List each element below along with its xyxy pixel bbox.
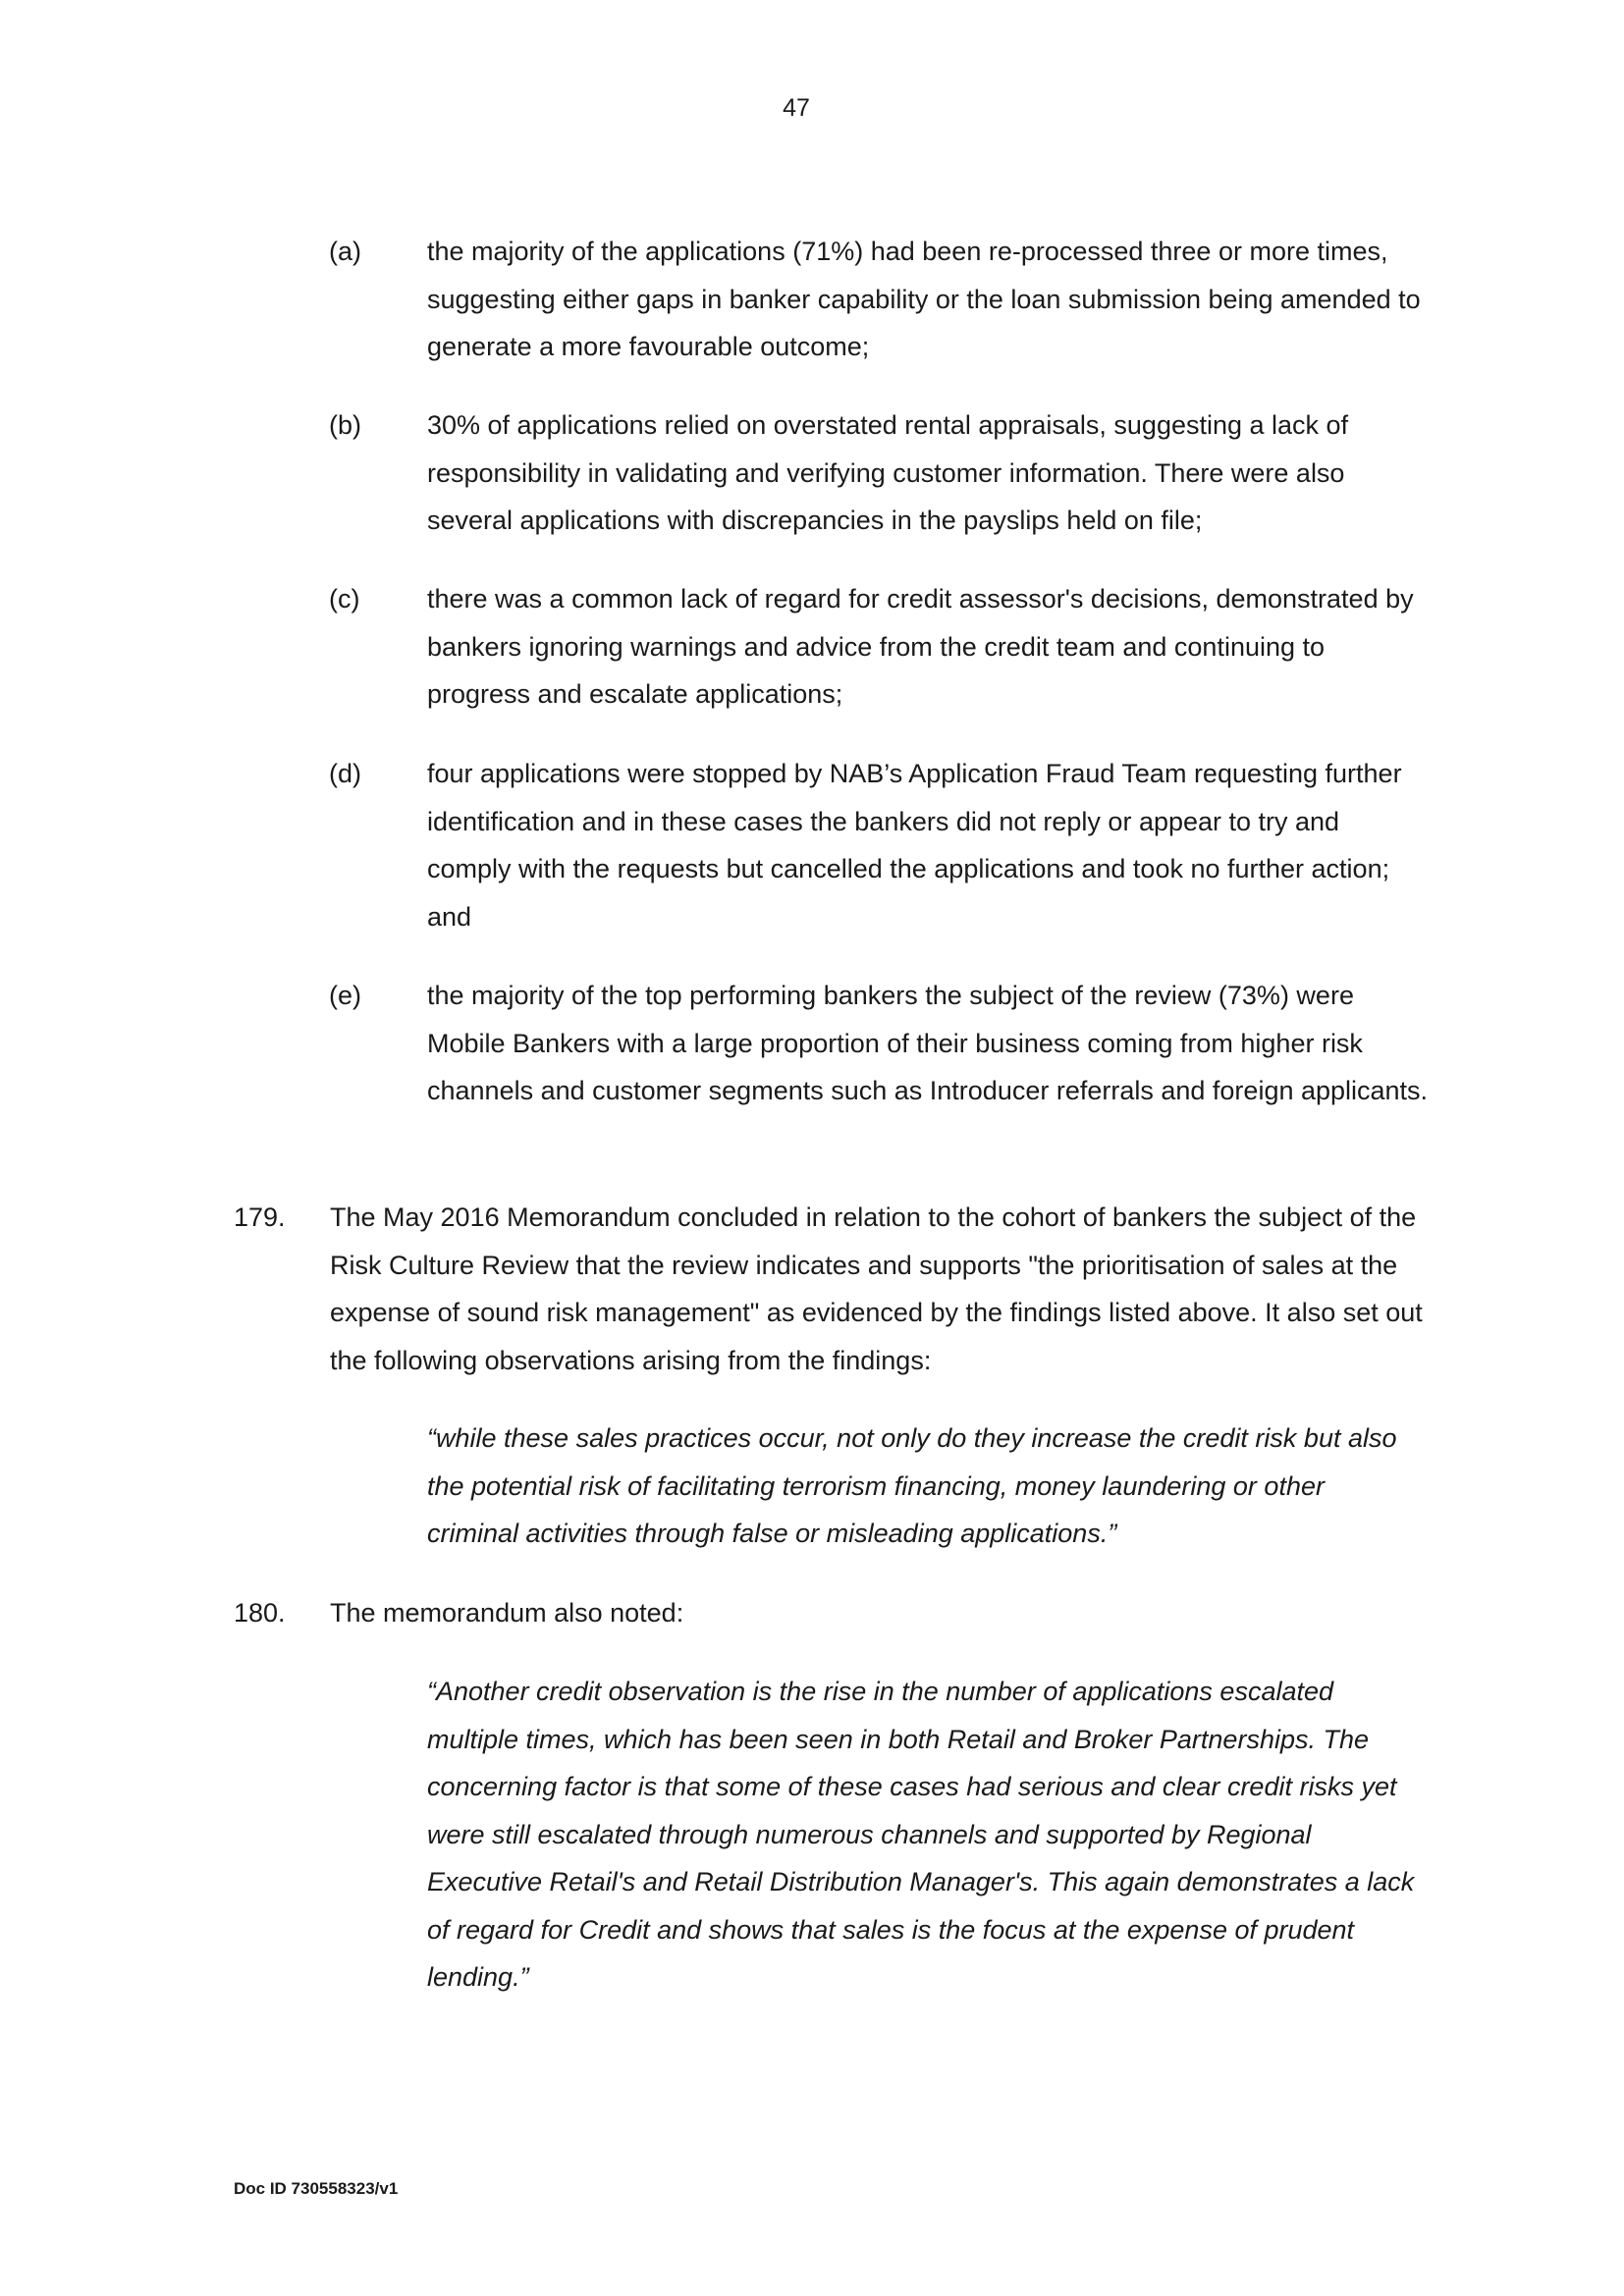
- list-item-label: (c): [329, 584, 360, 614]
- block-quote-179: “while these sales practices occur, not only do they increase the credit risk but also the potential risk of facilitating terrorism financing, money laundering or other criminal activities through false or misleading applications.”: [427, 1423, 1397, 1548]
- list-item-a: [329, 228, 1429, 371]
- paragraph-179: [234, 1194, 1427, 1384]
- list-item-text: the majority of the top performing bankers the subject of the review (73%) were Mobile Bankers with a large proportion of their business coming from higher risk channels and customer segments such as Introducer referrals and foreign applicants.: [427, 981, 1429, 1105]
- doc-id-footer: Doc ID 730558323/v1: [234, 2179, 399, 2198]
- block-quote-180: “Another credit observation is the rise in the number of applications escalated multiple times, which has been seen in both Retail and Broker Partnerships. The concerning factor is that some of these cases had serious and clear credit risks yet were still escalated through numerous channels and supported by Regional Executive Retail's and Retail Distribution Manager's. This again demonstrates a lack of regard for Credit and shows that sales is the focus at the expense of prudent lending.”: [427, 1677, 1415, 1992]
- list-item-text: four applications were stopped by NAB’s Application Fraud Team requesting further identification and in these cases the bankers did not reply or appear to try and comply with the requests but cancelled the applications and took no further action; and: [427, 759, 1402, 932]
- list-item-label: (d): [329, 759, 361, 788]
- list-item-d: [329, 750, 1429, 940]
- paragraph-text: The May 2016 Memorandum concluded in relation to the cohort of bankers the subject of the Risk Culture Review that the review indicates and supports "the prioritisation of sales at the expense of sound risk management" as evidenced by the findings listed above. It also set out the following observations arising from the findings:: [330, 1202, 1423, 1375]
- list-item-label: (b): [329, 410, 361, 440]
- list-item-text: the majority of the applications (71%) had been re-processed three or more times, suggesting either gaps in banker capability or the loan submission being amended to generate a more favourable outcome;: [427, 237, 1421, 361]
- list-item-text: there was a common lack of regard for credit assessor's decisions, demonstrated by bankers ignoring warnings and advice from the credit team and continuing to progress and escalate applications;: [427, 584, 1414, 709]
- paragraph-text: The memorandum also noted:: [330, 1598, 684, 1628]
- paragraph-180: [234, 1589, 1427, 1637]
- list-item-c: [329, 575, 1429, 719]
- list-item-text: 30% of applications relied on overstated rental appraisals, suggesting a lack of responsibility in validating and verifying customer information. There were also several applications with discrepancies in the payslips held on file;: [427, 410, 1349, 535]
- list-item-label: (a): [329, 237, 361, 266]
- paragraph-number: 180.: [234, 1598, 286, 1628]
- list-item-e: [329, 972, 1429, 1115]
- list-item-b: [329, 401, 1429, 545]
- page-number: 47: [783, 94, 810, 122]
- paragraph-number: 179.: [234, 1202, 286, 1232]
- list-item-label: (e): [329, 981, 361, 1010]
